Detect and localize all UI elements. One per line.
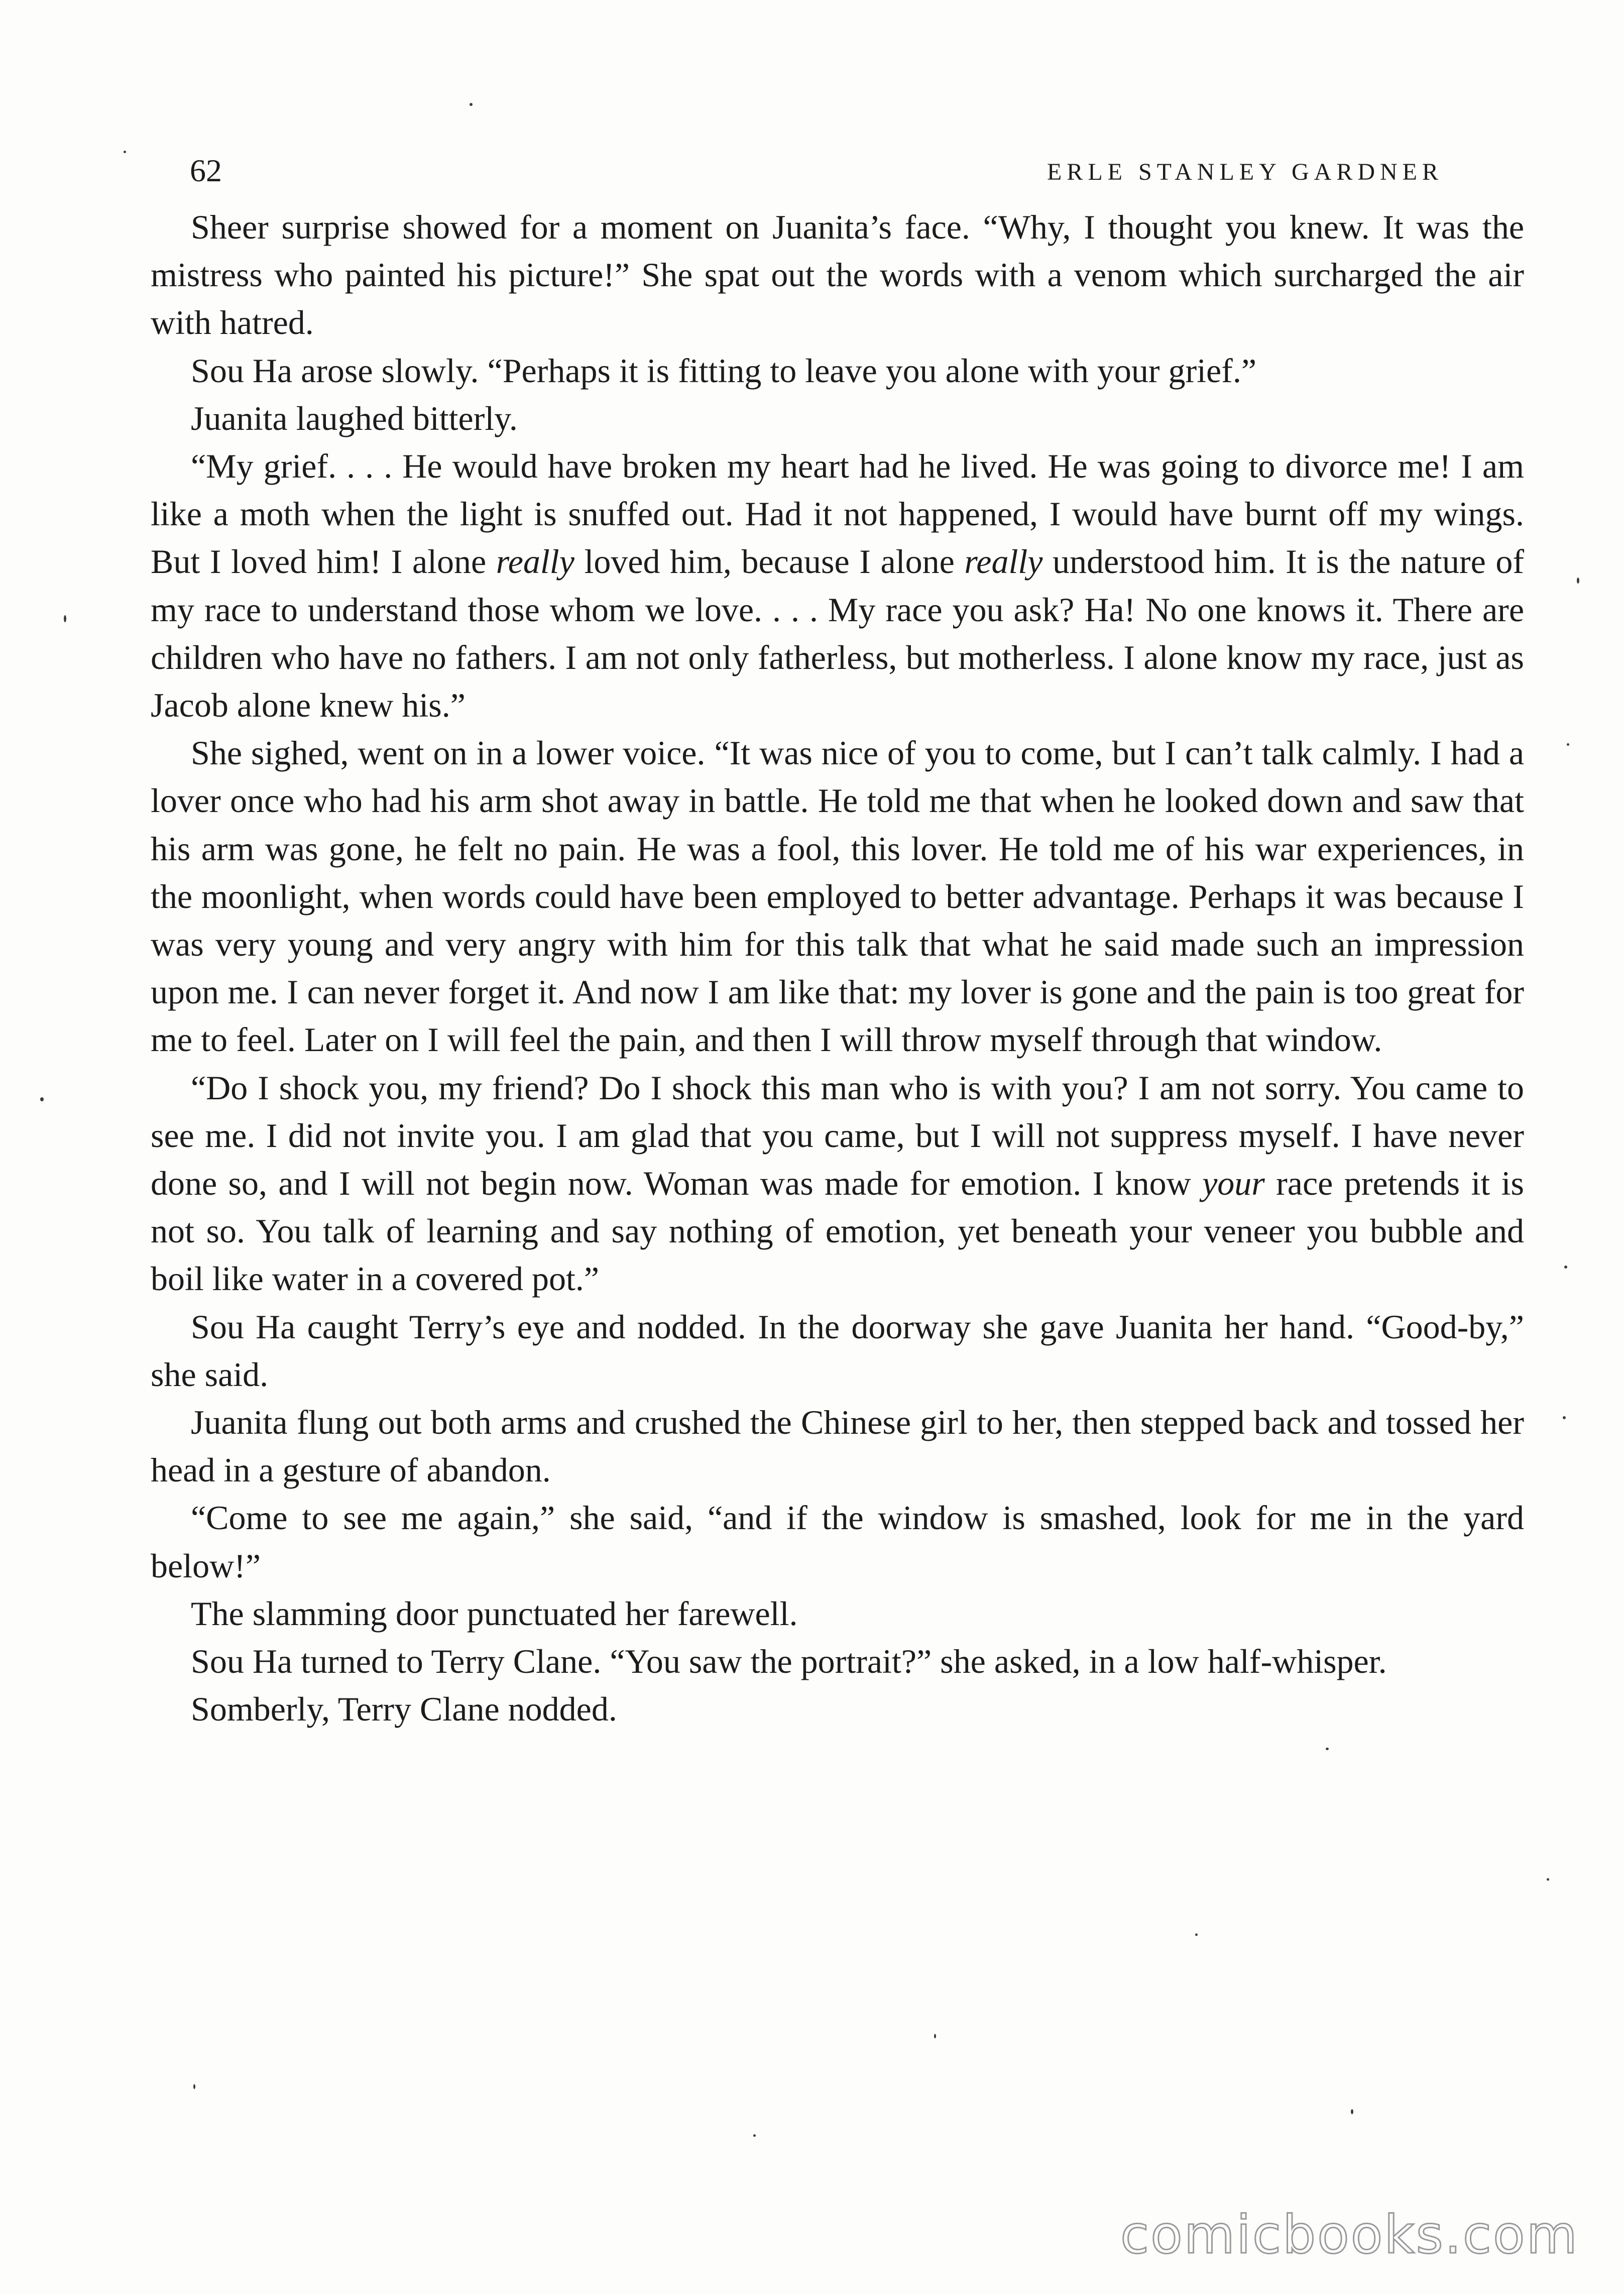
scan-speck bbox=[1195, 1933, 1198, 1936]
scan-speck bbox=[1326, 1748, 1329, 1750]
scan-speck bbox=[1547, 1878, 1549, 1881]
scan-speck bbox=[64, 615, 66, 622]
scan-speck bbox=[1351, 2109, 1353, 2114]
scan-speck bbox=[40, 1097, 44, 1101]
text-run: race pretends it is not so. You talk of learning and say nothing of emotion, yet beneath your veneer you bubble and boil like water in a covered pot.” bbox=[151, 1164, 1524, 1298]
scan-speck bbox=[934, 2034, 936, 2038]
scan-speck bbox=[1563, 1416, 1566, 1419]
text-run: “Come to see me again,” she said, “and if the window is smashed, look for me in the yard below!” bbox=[151, 1499, 1524, 1585]
text-run: Sheer surprise showed for a moment on Juanita’s face. “Why, I thought you knew. It was the mistress who painted his picture!” She spat out the words with a venom which surcharged the air with hatred. bbox=[151, 208, 1524, 342]
italic-text: really bbox=[496, 542, 574, 581]
text-run: understood him. It is the nature of my race to understand those whom we love. . . . My race you ask? Ha! No one knows it. There are children who have no fathers. I am not only fatherless, but motherless. I alone know my race, just as Jacob alone knew his.” bbox=[151, 542, 1524, 725]
running-head bbox=[151, 146, 1443, 191]
text-run: loved him, because I alone bbox=[574, 542, 965, 581]
italic-text: your bbox=[1202, 1164, 1265, 1203]
running-head-title: ERLE STANLEY GARDNER bbox=[1047, 159, 1443, 185]
text-run: Juanita laughed bitterly. bbox=[191, 399, 518, 437]
watermark-logo: comicbooks.com bbox=[1120, 2204, 1579, 2265]
scan-speck bbox=[1577, 578, 1579, 584]
scan-speck bbox=[470, 103, 473, 106]
paragraph bbox=[151, 347, 1524, 395]
text-run: Somberly, Terry Clane nodded. bbox=[191, 1690, 617, 1729]
scan-speck bbox=[1567, 743, 1569, 746]
paragraph bbox=[151, 395, 1524, 442]
paragraph bbox=[151, 1590, 1524, 1638]
paragraph bbox=[151, 203, 1524, 347]
paragraph bbox=[151, 1638, 1524, 1685]
text-run: Sou Ha caught Terry’s eye and nodded. In the doorway she gave Juanita her hand. “Good-by,” she said. bbox=[151, 1307, 1524, 1394]
text-run: Sou Ha arose slowly. “Perhaps it is fitting to leave you alone with your grief.” bbox=[191, 351, 1257, 390]
paragraph bbox=[151, 1685, 1524, 1733]
paragraph bbox=[151, 1303, 1524, 1399]
paragraph bbox=[151, 1494, 1524, 1589]
text-run: “Do I shock you, my friend? Do I shock this man who is with you? I am not sorry. You came to see me. I did not invite you. I am glad that you came, but I will not suppress myself. I have never done so, and I will not begin now. Woman was made for emotion. I know bbox=[151, 1068, 1524, 1203]
text-run: “My grief. . . . He would have broken my heart had he lived. He was going to divorce me! I am like a moth when the light is snuffed out. Had it not happened, I would have burnt off my wings. But I loved him! I alone bbox=[151, 447, 1524, 581]
scan-speck bbox=[124, 151, 126, 153]
paragraph bbox=[151, 442, 1524, 729]
text-run: Juanita flung out both arms and crushed the Chinese girl to her, then stepped back and tossed her head in a gesture of abandon. bbox=[151, 1403, 1524, 1489]
page-number: 62 bbox=[190, 153, 222, 188]
scan-speck bbox=[1564, 1266, 1567, 1269]
paragraph bbox=[151, 729, 1524, 1064]
paragraph bbox=[151, 1064, 1524, 1303]
text-run: The slamming door punctuated her farewell. bbox=[191, 1594, 798, 1633]
paragraph bbox=[151, 1399, 1524, 1494]
scan-speck bbox=[193, 2084, 195, 2089]
italic-text: really bbox=[964, 542, 1043, 581]
scan-speck bbox=[753, 2134, 756, 2137]
text-run: She sighed, went on in a lower voice. “It was nice of you to come, but I can’t talk calmly. I had a lover once who had his arm shot away in battle. He told me that when he looked down and saw that his arm was gone, he felt no pain. He was a fool, this lover. He told me of his war experiences, in the moonlight, when words could have been employed to better advantage. Perhaps it was because I was very young and very angry with him for this talk that what he said made such an impression upon me. I can never forget it. And now I am like that: my lover is gone and the pain is too great for me to feel. Later on I will feel the pain, and then I will throw myself through that window. bbox=[151, 734, 1524, 1059]
text-run: Sou Ha turned to Terry Clane. “You saw the portrait?” she asked, in a low half-whisper. bbox=[191, 1642, 1387, 1681]
body-text bbox=[151, 203, 1524, 1734]
